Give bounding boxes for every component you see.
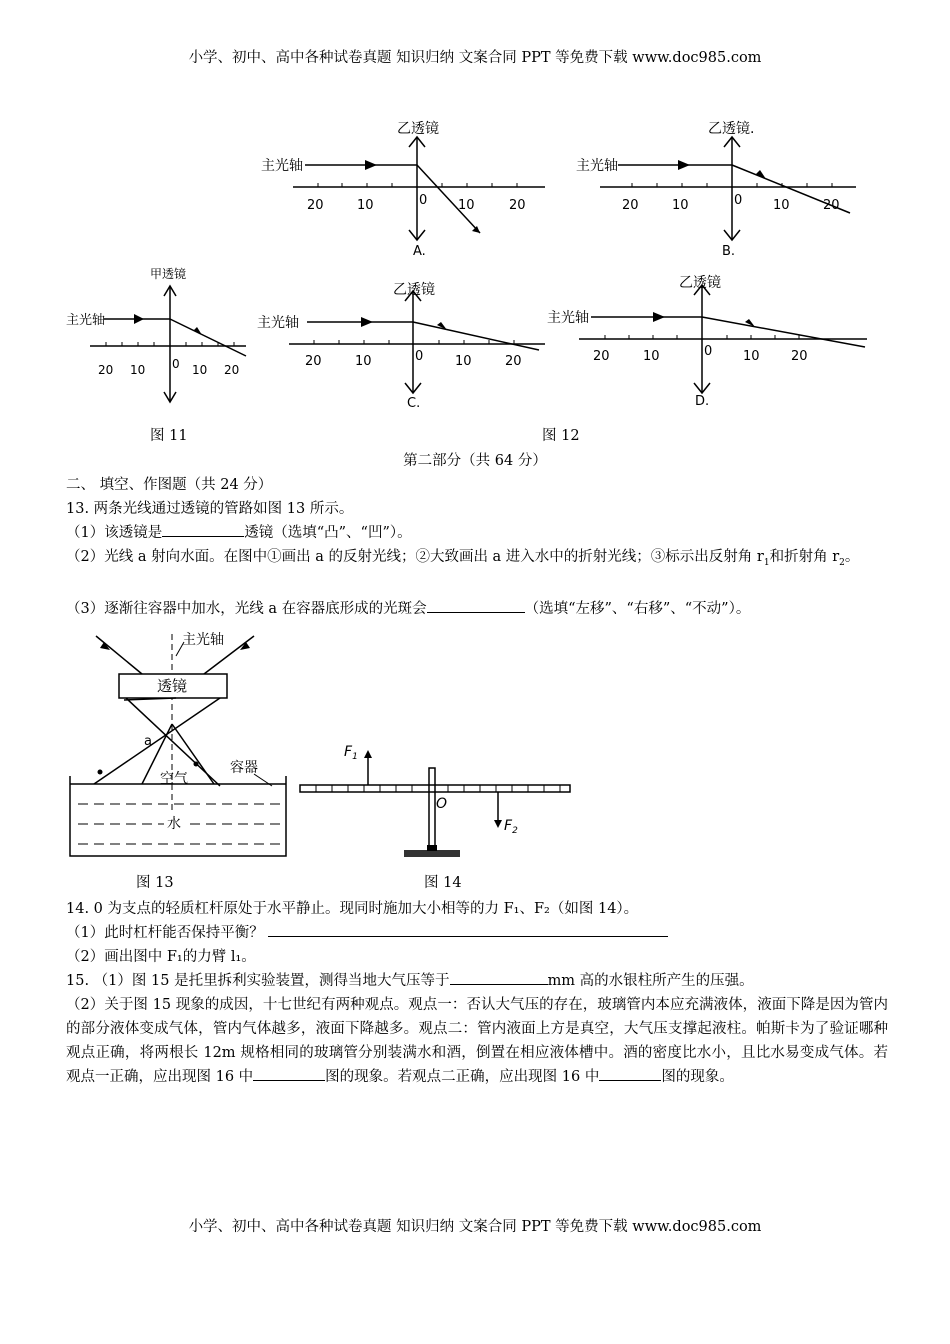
- svg-text:20: 20: [505, 354, 522, 369]
- q14-stem: 14. 0 为支点的轻质杠杆原处于水平静止。现同时施加大小相等的力 F₁、F₂（如图 14）。: [66, 901, 639, 917]
- svg-text:20: 20: [98, 363, 114, 377]
- axis-label: 主光轴: [261, 158, 303, 174]
- page-header: 小学、初中、高中各种试卷真题 知识归纳 文案合同 PPT 等免费下载 www.doc985.com: [188, 50, 762, 66]
- svg-text:20: 20: [622, 198, 639, 213]
- axis-label: 主光轴: [66, 313, 106, 328]
- option-label: A.: [413, 244, 426, 259]
- option-label: D.: [695, 394, 710, 409]
- q15-part2: （2）关于图 15 现象的成因，十七世纪有两种观点。观点一：否认大气压的存在，玻璃管内本应充满液体，液面下降是因为管内的部分液体变成气体，管内气体越多，液面下降越多。观点二：管内液面上方是真空，大气压支撑起液柱。帕斯卡为了验证哪种观点正确，将两根长 12m 规格相同的玻璃管分别装满水和酒，倒置在相应液体槽中。酒的密度比水小，且比水易变成气体。若观点一正确，应出现图 16 中 图的现象。若观点二正确，应出现图 16 中 图的现象。: [66, 997, 888, 1085]
- option-label: C.: [407, 396, 421, 411]
- water-label: 水: [167, 816, 181, 832]
- svg-text:10: 10: [643, 349, 660, 364]
- lens-label: 乙透镜: [393, 282, 435, 298]
- fig13-caption: 图 13: [136, 875, 174, 891]
- lens-label: 透镜: [157, 677, 188, 695]
- answer-blank[interactable]: [427, 599, 525, 613]
- force-f1-label: $F_1$: [344, 744, 358, 762]
- fig12-option-c: [255, 265, 555, 415]
- page-footer: 小学、初中、高中各种试卷真题 知识归纳 文案合同 PPT 等免费下载 www.doc985.com: [188, 1219, 762, 1235]
- section2-title: 二、 填空、作图题（共 24 分）: [66, 477, 273, 493]
- pivot-label: O: [436, 796, 448, 812]
- fig12-option-b: [570, 115, 870, 265]
- air-label: 空气: [160, 771, 188, 787]
- svg-text:0: 0: [415, 349, 424, 364]
- svg-text:10: 10: [355, 354, 372, 369]
- q14-part2: （2）画出图中 F₁的力臂 l₁。: [66, 949, 256, 965]
- q13-part2: （2）光线 a 射向水面。在图中①画出 a 的反射光线；②大致画出 a 进入水中的折射光线；③标示出反射角 $r_1$和折射角 $r_2$。: [66, 549, 860, 568]
- svg-text:20: 20: [593, 349, 610, 364]
- fig14-diagram: [296, 738, 576, 864]
- fig12-option-a: [255, 115, 555, 265]
- option-label: B.: [722, 244, 736, 259]
- q13-stem: 13. 两条光线通过透镜的管路如图 13 所示。: [66, 501, 354, 517]
- svg-text:20: 20: [791, 349, 808, 364]
- svg-text:10: 10: [357, 198, 374, 213]
- fig11-caption: 图 11: [150, 428, 188, 444]
- svg-text:20: 20: [509, 198, 526, 213]
- lens-label: 乙透镜: [679, 275, 721, 291]
- svg-text:20: 20: [305, 354, 322, 369]
- q13-part3: （3）逐渐往容器中加水，光线 a 在容器底形成的光斑会 （选填“左移”、“右移”、“不动”）。: [66, 601, 751, 617]
- answer-blank[interactable]: [253, 1067, 325, 1081]
- svg-text:0: 0: [419, 193, 428, 208]
- svg-text:10: 10: [455, 354, 472, 369]
- lens-label: 甲透镜: [150, 267, 187, 281]
- answer-blank[interactable]: [450, 971, 548, 985]
- axis-label: 主光轴: [576, 158, 618, 174]
- part2-title: 第二部分（共 64 分）: [403, 453, 547, 469]
- q13-part1: （1）该透镜是 透镜（选填“凸”、“凹”）。: [66, 525, 412, 541]
- fig11-diagram: [62, 262, 262, 412]
- answer-blank[interactable]: [268, 923, 668, 937]
- svg-text:20: 20: [823, 198, 840, 213]
- fig13-diagram: [64, 626, 304, 866]
- svg-text:10: 10: [672, 198, 689, 213]
- svg-text:10: 10: [458, 198, 475, 213]
- svg-text:10: 10: [743, 349, 760, 364]
- container-label: 容器: [230, 760, 258, 776]
- lens-label: 乙透镜: [397, 121, 439, 137]
- ray-label: a: [144, 734, 152, 749]
- answer-blank[interactable]: [162, 523, 244, 537]
- axis-label: 主光轴: [257, 315, 299, 331]
- svg-text:10: 10: [773, 198, 790, 213]
- q14-part1: （1）此时杠杆能否保持平衡？: [66, 921, 668, 942]
- svg-text:0: 0: [734, 193, 743, 208]
- force-f2-label: $F_2$: [504, 818, 518, 836]
- svg-text:0: 0: [704, 344, 713, 359]
- svg-text:20: 20: [224, 363, 240, 377]
- fig12-caption: 图 12: [542, 428, 580, 444]
- lens-label: 乙透镜.: [708, 121, 755, 137]
- fig12-option-d: [545, 265, 875, 415]
- answer-blank[interactable]: [599, 1067, 661, 1081]
- axis-label: 主光轴: [547, 310, 589, 326]
- svg-text:10: 10: [192, 363, 208, 377]
- fig14-caption: 图 14: [424, 875, 462, 891]
- q15-part1: 15. （1）图 15 是托里拆利实验装置，测得当地大气压等于 mm 高的水银柱所产生的压强。: [66, 973, 754, 989]
- axis-label: 主光轴: [182, 632, 224, 648]
- svg-text:10: 10: [130, 363, 146, 377]
- svg-text:20: 20: [307, 198, 324, 213]
- svg-text:0: 0: [172, 357, 180, 371]
